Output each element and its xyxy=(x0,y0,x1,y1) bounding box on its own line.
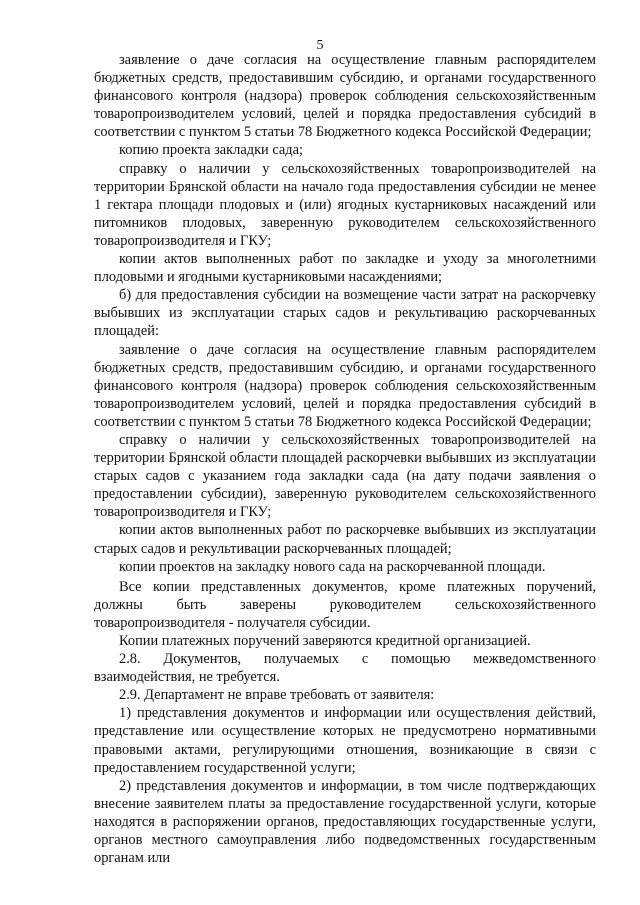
paragraph: справку о наличии у сельскохозяйственных товаропроизводителей на территории Брянской области площадей раскорчевки выбывших из эксплуатации старых садов с указанием года закладки сада (на дату подачи заявления о предоставлении субсидии), заверенную руководителем сельскохозяйственного товаропроизводителя и ГКУ; xyxy=(94,431,596,521)
page-number: 5 xyxy=(316,38,324,53)
paragraph: 1) представления документов и информации или осуществления действий, представление или осуществление которых не предусмотрено нормативными правовыми актами, регулирующими отношения, возникающие в связи с предоставлением государственной услуги; xyxy=(94,705,596,776)
paragraph: копию проекта закладки сада; xyxy=(119,142,304,159)
paragraph: копии проектов на закладку нового сада на раскорчеванной площади. xyxy=(119,558,546,575)
paragraph: справку о наличии у сельскохозяйственных товаропроизводителей на территории Брянской области на начало года предоставления субсидии не менее 1 гектара площади плодовых и (или) ягодных кустарниковых насаждений или питомников плодовых, заверенную руководителем сельскохозяйственного товаропроизводителя и ГКУ; xyxy=(94,160,596,249)
paragraph: 2.9. Департамент не вправе требовать от заявителя: xyxy=(119,687,435,704)
paragraph: 2) представления документов и информации, в том числе подтверждающих внесение заявителем платы за предоставление государственной услуги, которые находятся в распоряжении органов, предоставляющих государственные услуги, органов местного самоуправления либо подведомственных государственным органам или xyxy=(94,777,596,867)
paragraph: заявление о даче согласия на осуществление главным распорядителем бюджетных средств, предоставившим субсидию, и органами государственного финансового контроля (надзора) проверок соблюдения сельскохозяйственным товаропроизводителем условий, целей и порядка предоставления субсидий в соответствии с пунктом 5 статьи 78 Бюджетного кодекса Российской Федерации; xyxy=(94,341,596,430)
paragraph: копии актов выполненных работ по раскорчевке выбывших из эксплуатации старых садов и рекультивации раскорчеванных площадей; xyxy=(94,522,596,557)
paragraph: Копии платежных поручений заверяются кредитной организацией. xyxy=(119,633,531,649)
paragraph: б) для предоставления субсидии на возмещение части затрат на раскорчевку выбывших из эксплуатации старых садов и рекультивацию раскорчеванных площадей: xyxy=(94,287,596,340)
document-body xyxy=(94,51,596,867)
paragraph: Все копии представленных документов, кроме платежных поручений, должны быть заверены руководителем сельскохозяйственного товаропроизводителя - получателя субсидии. xyxy=(94,578,596,631)
paragraph: копии актов выполненных работ по закладке и уходу за многолетними плодовыми и ягодными кустарниковыми насаждениями; xyxy=(94,251,596,286)
paragraph: 2.8. Документов, получаемых с помощью межведомственного взаимодействия, не требуется. xyxy=(94,651,596,686)
paragraph: заявление о даче согласия на осуществление главным распорядителем бюджетных средств, предоставившим субсидию, и органами государственного финансового контроля (надзора) проверок соблюдения сельскохозяйственным товаропроизводителем условий, целей и порядка предоставления субсидий в соответствии с пунктом 5 статьи 78 Бюджетного кодекса Российской Федерации; xyxy=(94,52,596,141)
